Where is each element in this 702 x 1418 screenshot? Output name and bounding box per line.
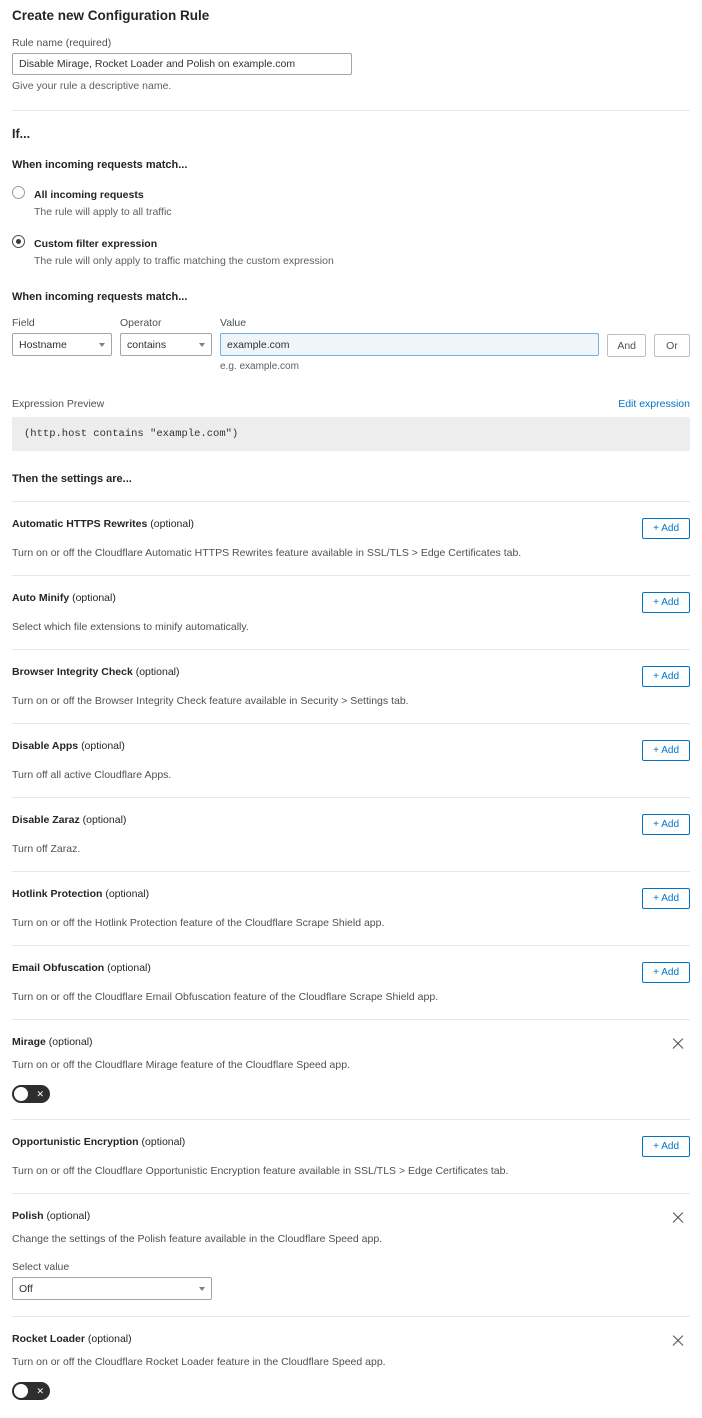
then-section-heading: Then the settings are... bbox=[12, 473, 132, 485]
remove-setting-icon[interactable] bbox=[670, 1209, 686, 1225]
setting-title bbox=[12, 1136, 185, 1148]
setting-row bbox=[12, 575, 690, 633]
setting-name: Disable Apps bbox=[12, 740, 79, 752]
add-setting-button[interactable]: + Add bbox=[642, 1136, 690, 1157]
setting-description: Turn on or off the Cloudflare Opportunistic Encryption feature available in SSL/TLS > Edge Certificates tab. bbox=[12, 1165, 509, 1177]
rule-name-group bbox=[12, 37, 690, 92]
add-setting-button[interactable]: + Add bbox=[642, 962, 690, 983]
setting-name: Polish bbox=[12, 1210, 44, 1222]
setting-title bbox=[12, 1036, 93, 1048]
rule-name-help: Give your rule a descriptive name. bbox=[12, 80, 172, 92]
value-label: Value bbox=[220, 317, 247, 329]
setting-title bbox=[12, 666, 180, 678]
radio-label: Custom filter expression bbox=[34, 238, 158, 250]
toggle-knob bbox=[14, 1384, 28, 1398]
radio-option-custom-filter-expression[interactable] bbox=[12, 234, 690, 267]
toggle-off-icon: ✕ bbox=[36, 1386, 44, 1396]
setting-title bbox=[12, 1210, 90, 1222]
field-select[interactable] bbox=[12, 333, 112, 356]
radio-sublabel: The rule will apply to all traffic bbox=[34, 206, 172, 218]
setting-title bbox=[12, 962, 151, 974]
setting-description: Turn on or off the Cloudflare Automatic HTTPS Rewrites feature available in SSL/TLS > Edge Certificates tab. bbox=[12, 547, 522, 559]
setting-title bbox=[12, 888, 149, 900]
add-setting-button[interactable]: + Add bbox=[642, 592, 690, 613]
radio-icon[interactable] bbox=[12, 186, 25, 199]
page-title: Create new Configuration Rule bbox=[12, 8, 210, 23]
expression-preview-label: Expression Preview bbox=[12, 398, 105, 410]
setting-name: Auto Minify bbox=[12, 592, 70, 604]
toggle-off-icon: ✕ bbox=[36, 1089, 44, 1099]
setting-optional: (optional) bbox=[107, 962, 151, 974]
setting-row bbox=[12, 797, 690, 855]
field-column bbox=[12, 317, 112, 356]
or-button[interactable]: Or bbox=[654, 334, 690, 357]
expression-preview-code: (http.host contains "example.com") bbox=[12, 417, 690, 451]
setting-row bbox=[12, 1119, 690, 1177]
add-setting-button[interactable]: + Add bbox=[642, 740, 690, 761]
if-section-heading: If... bbox=[12, 127, 31, 141]
setting-optional: (optional) bbox=[46, 1210, 91, 1222]
rule-name-input[interactable] bbox=[12, 53, 352, 75]
select-value-label: Select value bbox=[12, 1261, 70, 1273]
radio-icon-selected[interactable] bbox=[12, 235, 25, 248]
rule-name-label: Rule name (required) bbox=[12, 37, 112, 49]
radio-sublabel: The rule will only apply to traffic matching the custom expression bbox=[34, 255, 334, 267]
setting-row bbox=[12, 1019, 690, 1103]
edit-expression-link[interactable]: Edit expression bbox=[618, 398, 690, 410]
field-select-value: Hostname bbox=[19, 338, 67, 351]
setting-description: Change the settings of the Polish feature available in the Cloudflare Speed app. bbox=[12, 1233, 383, 1245]
remove-setting-icon[interactable] bbox=[670, 1035, 686, 1051]
operator-select-value: contains bbox=[127, 338, 167, 351]
setting-name: Mirage bbox=[12, 1036, 46, 1048]
setting-name: Automatic HTTPS Rewrites bbox=[12, 518, 148, 530]
setting-row bbox=[12, 1316, 690, 1400]
setting-description: Turn on or off the Cloudflare Email Obfuscation feature of the Cloudflare Scrape Shield app. bbox=[12, 991, 439, 1003]
setting-name: Opportunistic Encryption bbox=[12, 1136, 139, 1148]
setting-optional: (optional) bbox=[81, 740, 125, 752]
expression-preview-header bbox=[12, 398, 690, 410]
logic-buttons bbox=[607, 317, 690, 357]
divider bbox=[12, 110, 690, 111]
setting-optional: (optional) bbox=[48, 1036, 93, 1048]
add-setting-button[interactable]: + Add bbox=[642, 814, 690, 835]
setting-name: Browser Integrity Check bbox=[12, 666, 133, 678]
setting-row bbox=[12, 1193, 690, 1300]
mirage-toggle[interactable] bbox=[12, 1085, 50, 1103]
setting-description: Turn off Zaraz. bbox=[12, 843, 81, 855]
setting-name: Disable Zaraz bbox=[12, 814, 80, 826]
setting-title bbox=[12, 518, 194, 530]
setting-optional: (optional) bbox=[150, 518, 195, 530]
field-label: Field bbox=[12, 317, 35, 329]
polish-select[interactable] bbox=[12, 1277, 212, 1300]
polish-select-value: Off bbox=[19, 1282, 33, 1295]
radio-option-all-incoming-requests[interactable] bbox=[12, 185, 690, 218]
value-column bbox=[220, 317, 599, 372]
setting-title bbox=[12, 592, 116, 604]
operator-label: Operator bbox=[120, 317, 162, 329]
setting-row bbox=[12, 723, 690, 781]
setting-description: Turn off all active Cloudflare Apps. bbox=[12, 769, 172, 781]
value-input[interactable] bbox=[220, 333, 599, 356]
builder-subhead: When incoming requests match... bbox=[12, 291, 188, 303]
setting-name: Rocket Loader bbox=[12, 1333, 85, 1345]
setting-row bbox=[12, 871, 690, 929]
setting-row bbox=[12, 945, 690, 1003]
setting-row bbox=[12, 501, 690, 559]
add-setting-button[interactable]: + Add bbox=[642, 518, 690, 539]
setting-title bbox=[12, 814, 126, 826]
setting-name: Email Obfuscation bbox=[12, 962, 105, 974]
operator-select[interactable] bbox=[120, 333, 212, 356]
setting-description: Turn on or off the Hotlink Protection feature of the Cloudflare Scrape Shield app. bbox=[12, 917, 385, 929]
add-setting-button[interactable]: + Add bbox=[642, 888, 690, 909]
setting-description: Turn on or off the Cloudflare Mirage feature of the Cloudflare Speed app. bbox=[12, 1059, 350, 1071]
setting-optional: (optional) bbox=[82, 814, 127, 826]
toggle-knob bbox=[14, 1087, 28, 1101]
setting-title bbox=[12, 740, 125, 752]
setting-title bbox=[12, 1333, 132, 1345]
setting-description: Select which file extensions to minify automatically. bbox=[12, 621, 249, 633]
setting-description: Turn on or off the Cloudflare Rocket Loader feature in the Cloudflare Speed app. bbox=[12, 1356, 386, 1368]
rocket-loader-toggle[interactable] bbox=[12, 1382, 50, 1400]
radio-label: All incoming requests bbox=[34, 189, 144, 201]
add-setting-button[interactable]: + Add bbox=[642, 666, 690, 687]
setting-optional: (optional) bbox=[135, 666, 180, 678]
setting-optional: (optional) bbox=[141, 1136, 186, 1148]
value-help: e.g. example.com bbox=[220, 361, 299, 372]
setting-optional: (optional) bbox=[105, 888, 150, 900]
setting-optional: (optional) bbox=[72, 592, 116, 604]
setting-row bbox=[12, 649, 690, 707]
setting-description: Turn on or off the Browser Integrity Check feature available in Security > Settings tab. bbox=[12, 695, 409, 707]
setting-optional: (optional) bbox=[87, 1333, 132, 1345]
and-button[interactable]: And bbox=[607, 334, 646, 357]
expression-builder-row bbox=[12, 317, 690, 372]
remove-setting-icon[interactable] bbox=[670, 1332, 686, 1348]
operator-column bbox=[120, 317, 212, 356]
setting-name: Hotlink Protection bbox=[12, 888, 103, 900]
if-match-subhead: When incoming requests match... bbox=[12, 159, 188, 171]
